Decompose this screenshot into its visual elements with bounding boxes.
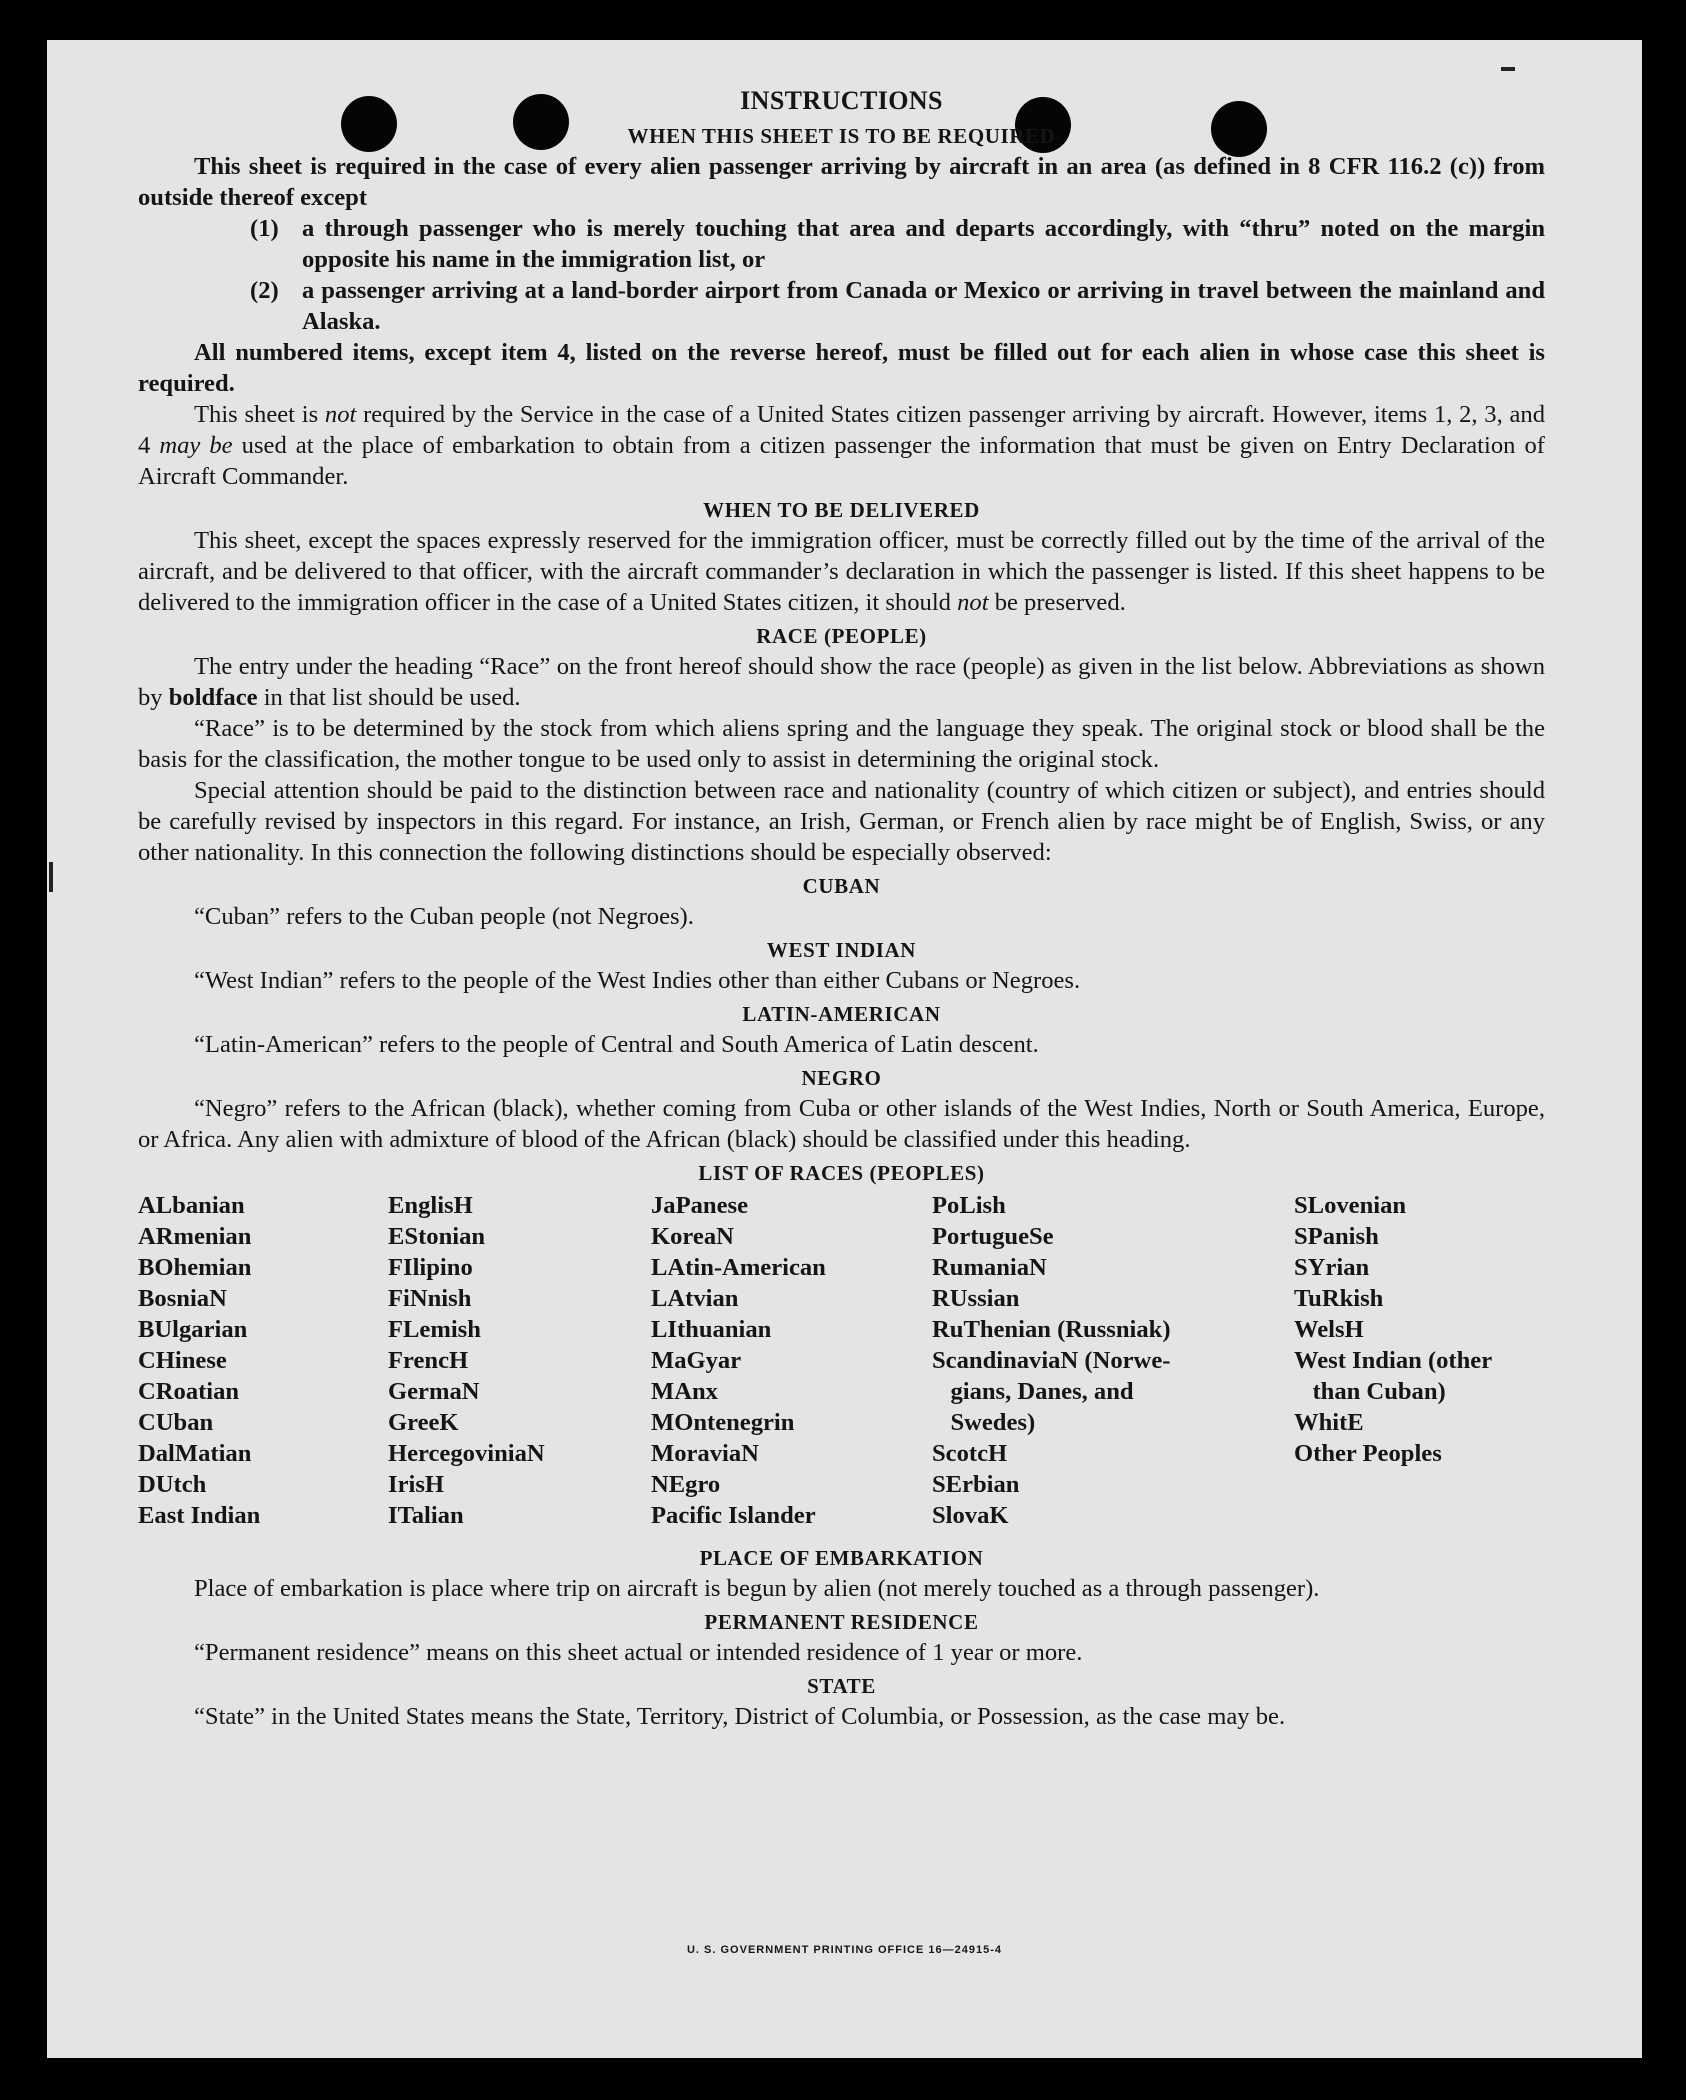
page-title: INSTRUCTIONS — [740, 86, 943, 115]
race-entry: CUban — [138, 1409, 214, 1436]
race-entry: CHinese — [138, 1347, 227, 1374]
race-entry: LAtvian — [651, 1285, 739, 1312]
race-entry: MoraviaN — [651, 1440, 759, 1467]
race-entry: DalMatian — [138, 1440, 252, 1467]
race-entry: SLovenian — [1294, 1192, 1407, 1219]
race-entry: RUssian — [932, 1285, 1020, 1312]
race-entry: GreeK — [388, 1409, 459, 1436]
text-run: be preserved. — [988, 589, 1126, 616]
paragraph — [138, 525, 1545, 618]
paragraph: “Latin-American” refers to the people of Central and South America of Latin descent. — [194, 1031, 1039, 1058]
races-column — [1294, 1190, 1492, 1469]
race-entry: ScotcH — [932, 1440, 1008, 1467]
paragraph — [138, 399, 1545, 492]
list-item — [250, 275, 1545, 337]
race-entry: CRoatian — [138, 1378, 240, 1405]
race-entry: HercegoviniaN — [388, 1440, 545, 1467]
text-run: in that list should be used. — [257, 684, 521, 711]
paragraph: “Permanent residence” means on this sheet actual or intended residence of 1 year or more. — [194, 1639, 1083, 1666]
race-entry: FIlipino — [388, 1254, 473, 1281]
race-entry: FrencH — [388, 1347, 469, 1374]
race-entry: SErbian — [932, 1471, 1020, 1498]
italic-text: not — [324, 401, 357, 428]
item-number: (1) — [250, 215, 279, 242]
race-entry: FLemish — [388, 1316, 481, 1343]
heading-embarkation: PLACE OF EMBARKATION — [699, 1546, 984, 1570]
paragraph: Special attention should be paid to the distinction between race and nationality (country of which citizen or subject), and entries should be carefully revised by inspectors in this regard. For instance, an Irish, German, or French alien by race might be of English, Swiss, or any other nationality. In this connection the following distinctions should be especially observed: — [138, 777, 1545, 866]
paragraph: “Negro” refers to the African (black), whether coming from Cuba or other islands of the West Indies, North or South America, Europe, or Africa. Any alien with admixture of blood of the African (black) should be classified under this heading. — [138, 1095, 1545, 1153]
race-entry: East Indian — [138, 1502, 261, 1529]
text-run: required by the Service in the case of a United States citizen passenger arriving by aircraft. However, items 1, 2, 3, and 4 — [138, 401, 1546, 459]
race-entry: GermaN — [388, 1378, 480, 1405]
paragraph: “West Indian” refers to the people of the West Indies other than either Cubans or Negroes. — [194, 967, 1081, 994]
paragraph — [138, 651, 1545, 713]
race-entry: WelsH — [1294, 1316, 1364, 1343]
race-entry: Pacific Islander — [651, 1502, 816, 1529]
race-entry: Swedes) — [932, 1409, 1036, 1436]
race-entry: MAnx — [651, 1378, 718, 1405]
scan-mark — [49, 862, 53, 892]
race-entry: MOntenegrin — [651, 1409, 795, 1436]
race-entry: SPanish — [1294, 1223, 1379, 1250]
races-column — [932, 1190, 1171, 1531]
scan-mark — [1501, 67, 1515, 71]
item-text: a passenger arriving at a land-border airport from Canada or Mexico or arriving in travel between the mainland and Alaska. — [302, 277, 1545, 335]
race-entry: than Cuban) — [1294, 1378, 1446, 1405]
race-entry: ALbanian — [138, 1192, 245, 1219]
race-entry: BUlgarian — [138, 1316, 248, 1343]
paragraph: “State” in the United States means the State, Territory, District of Columbia, or Possession, as the case may be. — [194, 1703, 1286, 1730]
heading-latin-american: LATIN-AMERICAN — [742, 1002, 941, 1026]
instructions-content — [138, 84, 1545, 1732]
text-run: The entry under the heading “Race” on the front hereof should show the race (people) as given in the list below. Abbreviations as shown by — [138, 653, 1545, 711]
race-entry: ScandinaviaN (Norwe- — [932, 1347, 1171, 1374]
race-entry: BosniaN — [138, 1285, 227, 1312]
race-entry: TuRkish — [1294, 1285, 1384, 1312]
race-entry: SlovaK — [932, 1502, 1009, 1529]
paragraph: All numbered items, except item 4, listed on the reverse hereof, must be filled out for each alien in whose case this sheet is required. — [138, 339, 1545, 397]
document-sheet — [47, 40, 1642, 2058]
race-entry: Other Peoples — [1294, 1440, 1442, 1467]
race-entry: NEgro — [651, 1471, 721, 1498]
race-entry: PortugueSe — [932, 1223, 1054, 1250]
text-run: used at the place of embarkation to obtain from a citizen passenger the information that must be given on Entry Declaration of Aircraft Commander. — [138, 432, 1545, 490]
race-entry: PoLish — [932, 1192, 1006, 1219]
paragraph: Place of embarkation is place where trip on aircraft is begun by alien (not merely touched as a through passenger). — [194, 1575, 1320, 1602]
races-list — [138, 1190, 1545, 1540]
race-entry: DUtch — [138, 1471, 207, 1498]
paragraph: “Race” is to be determined by the stock from which aliens spring and the language they speak. The original stock or blood shall be the basis for the classification, the mother tongue to be used only to assist in determining the original stock. — [138, 715, 1545, 773]
race-entry: EnglisH — [388, 1192, 473, 1219]
italic-text: may be — [159, 432, 233, 459]
race-entry: JaPanese — [651, 1192, 748, 1219]
race-entry: SYrian — [1294, 1254, 1370, 1281]
item-number: (2) — [250, 277, 279, 304]
race-entry: IrisH — [388, 1471, 445, 1498]
printing-office-footer: U. S. GOVERNMENT PRINTING OFFICE 16—24915-4 — [686, 1944, 1002, 1956]
races-column — [138, 1190, 260, 1531]
race-entry: gians, Danes, and — [932, 1378, 1134, 1405]
text-run: This sheet is — [194, 401, 325, 428]
race-entry: ITalian — [388, 1502, 464, 1529]
item-text: a through passenger who is merely touching that area and departs accordingly, with “thru” noted on the margin opposite his name in the immigration list, or — [302, 215, 1545, 273]
race-entry: RumaniaN — [932, 1254, 1047, 1281]
race-entry: LAtin-American — [651, 1254, 826, 1281]
heading-cuban: CUBAN — [802, 874, 881, 898]
heading-residence: PERMANENT RESIDENCE — [704, 1610, 979, 1634]
race-entry: EStonian — [388, 1223, 486, 1250]
race-entry: BOhemian — [138, 1254, 252, 1281]
races-column — [651, 1190, 826, 1531]
race-entry: West Indian (other — [1294, 1347, 1493, 1374]
race-entry: MaGyar — [651, 1347, 742, 1374]
list-item — [250, 213, 1545, 275]
heading-west-indian: WEST INDIAN — [766, 938, 917, 962]
heading-state: STATE — [807, 1674, 876, 1698]
races-column — [388, 1190, 545, 1531]
text-run: This sheet, except the spaces expressly reserved for the immigration officer, must be correctly filled out by the time of the arrival of the aircraft, and be delivered to that officer, with the aircraft commander’s declaration in which the passenger is listed. If this sheet happens to be delivered to the immigration officer in the case of a United States citizen, it should — [138, 527, 1545, 616]
race-entry: WhitE — [1294, 1409, 1364, 1436]
race-entry: LIthuanian — [651, 1316, 772, 1343]
heading-race: RACE (PEOPLE) — [756, 624, 927, 648]
heading-when-required: WHEN THIS SHEET IS TO BE REQUIRED — [627, 124, 1056, 148]
heading-when-delivered: WHEN TO BE DELIVERED — [703, 498, 980, 522]
italic-text: not — [957, 589, 989, 616]
race-entry: RuThenian (Russniak) — [932, 1316, 1171, 1343]
heading-negro: NEGRO — [801, 1066, 882, 1090]
race-entry: KoreaN — [651, 1223, 734, 1250]
paragraph: This sheet is required in the case of every alien passenger arriving by aircraft in an area (as defined in 8 CFR 116.2 (c)) from outside thereof except — [138, 153, 1545, 211]
bold-text: boldface — [168, 684, 258, 711]
paragraph: “Cuban” refers to the Cuban people (not Negroes). — [194, 903, 694, 930]
race-entry: ARmenian — [138, 1223, 252, 1250]
heading-list-of-races: LIST OF RACES (PEOPLES) — [698, 1161, 985, 1185]
race-entry: FiNnish — [388, 1285, 472, 1312]
